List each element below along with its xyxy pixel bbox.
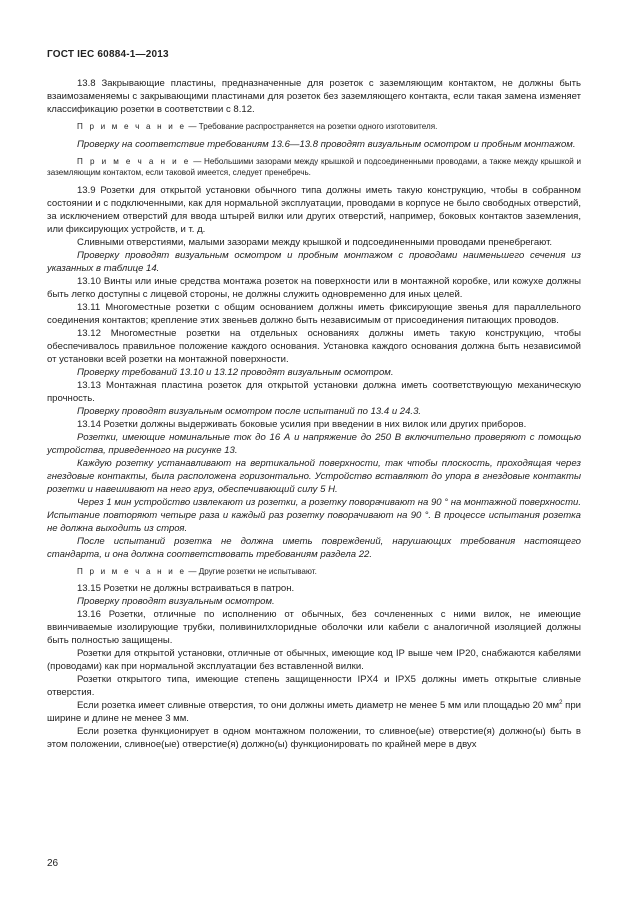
note-label: П р и м е ч а н и е bbox=[77, 156, 191, 166]
standard-header: ГОСТ IEC 60884-1—2013 bbox=[47, 49, 169, 60]
drain-hole-size-part-b: при ширине и длине не менее 3 мм. bbox=[47, 700, 581, 724]
note-text: — Требование распространяется на розетки одного изготовителя. bbox=[186, 122, 438, 131]
clause-13-10: 13.10 Винты или иные средства монтажа розеток на поверхности или в монтажной коробке, или кожухе должны быть легко доступны с лицевой стороны, не должны служить одновременно для иных целей. bbox=[47, 275, 581, 300]
clause-13-14: 13.14 Розетки должны выдерживать боковые усилия при введении в них вилок или других приборов. bbox=[77, 418, 527, 430]
clause-13-15: 13.15 Розетки не должны встраиваться в патрон. bbox=[77, 583, 295, 594]
note-3 bbox=[47, 566, 581, 578]
clause-13-12: 13.12 Многоместные розетки на отдельных основаниях должны иметь такую конструкцию, чтобы обеспечивалось правильное положение каждого основания. Установка каждого основания должна быть независимой от установки всей розетки на монтажной поверхности. bbox=[47, 327, 581, 365]
clause-13-9: 13.9 Розетки для открытой установки обычного типа должны иметь такую конструкцию, чтобы в собранном состоянии и с подключенными, как для нормальной эксплуатации, проводами в корпусе не было свободных отверстий, за исключением отверстий для ввода штырей вилки или других отверстий, например, боковых контактов заземления, или фиксирующих устройств, и т. д. bbox=[47, 184, 581, 235]
note-1 bbox=[47, 121, 581, 133]
check-13-14-rotation: Через 1 мин устройство извлекают из розетки, а розетку поворачивают на 90 ° на монтажной поверхности. Испытание повторяют четыре раза и каждый раз розетку поворачивают на 90 °. В процессе испытания розетка не должна выходить из строя. bbox=[47, 496, 581, 534]
superscript-2: 2 bbox=[559, 699, 563, 706]
clause-13-11: 13.11 Многоместные розетки с общим основанием должны иметь фиксирующие звенья для параллельного соединения контактов; крепление этих звеньев должно быть независимым от присоединения питающих проводов. bbox=[47, 301, 581, 326]
check-13-14-mounting: Каждую розетку устанавливают на вертикальной поверхности, так чтобы плоскость, проходящая через гнездовые контакты, была расположена горизонтально. Устройство вставляют до упора в гнездовые контакты розетки и навешивают на него груз, обеспечивающий силу 5 Н. bbox=[47, 457, 581, 495]
check-13-6-13-8: Проверку на соответствие требованиям 13.6—13.8 проводят визуальным осмотром и пробным монтажом. bbox=[77, 138, 576, 150]
check-13-15: Проверку проводят визуальным осмотром. bbox=[77, 596, 275, 607]
check-13-13: Проверку проводят визуальным осмотром после испытаний по 13.4 и 24.3. bbox=[77, 405, 422, 417]
check-13-9: Проверку проводят визуальным осмотром и пробным монтажом с проводами наименьшего сечения из указанных в таблице 14. bbox=[47, 249, 581, 274]
drain-holes-text: Сливными отверстиями, малыми зазорами между крышкой и подсоединенными проводами пренебрегают. bbox=[77, 236, 553, 248]
clause-13-8: 13.8 Закрывающие пластины, предназначенные для розеток с заземляющим контактом, не должны быть взаимозаменяемы с закрывающими пластинами для розеток без заземляющего контакта, если такая замена изменяет классификацию розетки в соответствии с 8.12. bbox=[47, 78, 581, 115]
note-text: — Небольшими зазорами между крышкой и подсоединенными проводами, а также между крышкой и заземляющим контактом, если таковой имеется, следует пренебречь. bbox=[47, 156, 582, 177]
drain-hole-position-text: Если розетка функционирует в одном монтажном положении, то сливное(ые) отверстие(я) должно(ы) быть в этом положении, сливное(ые) отверстие(я) должно(ы) функционировать по крайней мере в двух bbox=[47, 726, 581, 750]
note-2 bbox=[47, 156, 581, 179]
check-13-14-result: После испытаний розетка не должна иметь повреждений, нарушающих требования настоящего стандарта, и она должна соответствовать требованиям раздела 22. bbox=[47, 535, 581, 560]
ipx-sockets-text: Розетки открытого типа, имеющие степень защищенности IPX4 и IPX5 должны иметь открытые сливные отверстия. bbox=[47, 674, 581, 698]
page-number: 26 bbox=[47, 858, 59, 869]
document-body bbox=[47, 77, 581, 751]
clause-13-16: 13.16 Розетки, отличные по исполнению от обычных, без сочлененных с ними вилок, не имеющие ввинчиваемые изолирующие трубки, поливинилхлоридные оболочки или кабели с аналогичной изоляцией должны быть полностью защищены. bbox=[47, 609, 581, 646]
check-13-10-13-12: Проверку требований 13.10 и 13.12 проводят визуальным осмотром. bbox=[77, 366, 394, 378]
note-text: — Другие розетки не испытывают. bbox=[186, 566, 317, 576]
drain-hole-size-part-a: Если розетка имеет сливные отверстия, то они должны иметь диаметр не менее 5 мм или площадью 20 мм bbox=[77, 700, 560, 711]
note-label: П р и м е ч а н и е bbox=[77, 566, 187, 576]
check-13-14-device: Розетки, имеющие номинальные ток до 16 А и напряжение до 250 В включительно проверяют с помощью устройства, приведенного на рисунке 13. bbox=[47, 431, 581, 456]
clause-13-13: 13.13 Монтажная пластина розеток для открытой установки должна иметь соответствующую механическую прочность. bbox=[47, 379, 581, 404]
surface-sockets-text: Розетки для открытой установки, отличные от обычных, имеющие код IP выше чем IP20, снабжаются кабелями (проводами) как при нормальной эксплуатации без вставленной вилки. bbox=[47, 648, 581, 672]
drain-hole-size-text bbox=[47, 699, 581, 725]
note-label: П р и м е ч а н и е bbox=[77, 122, 187, 131]
